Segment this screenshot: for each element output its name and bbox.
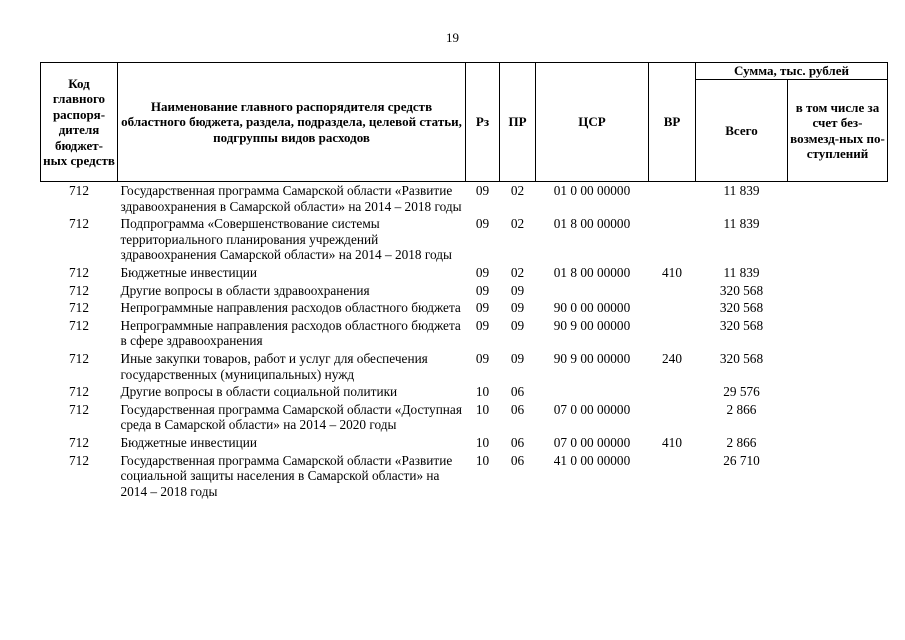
cell-name: Подпрограмма «Совершенствование системы территориального планирования учреждений здравоохранения Самарской области» на 2014 – 2018 годы xyxy=(120,216,452,263)
cell-code: 712 xyxy=(69,452,89,468)
cell-name: Другие вопросы в области здравоохранения xyxy=(120,282,370,298)
cell-vr xyxy=(649,182,696,216)
cell-name: Иные закупки товаров, работ и услуг для обеспечения государственных (муниципальных) нужд xyxy=(120,350,428,382)
cell-total: 320 568 xyxy=(719,282,764,298)
cell-rz: 09 xyxy=(475,183,490,198)
cell-csr xyxy=(536,282,649,300)
header-code: Код главного распоря-дителя бюджет-ных средств xyxy=(41,63,118,182)
cell-grants xyxy=(788,282,888,300)
cell-pr: 06 xyxy=(510,434,525,450)
cell-rz: 10 xyxy=(475,401,490,417)
cell-name: Государственная программа Самарской области «Развитие социальной защиты населения в Самарской области» на 2014 – 2018 годы xyxy=(120,452,453,499)
table-row xyxy=(41,383,888,401)
cell-csr: 01 8 00 00000 xyxy=(553,216,631,232)
cell-vr xyxy=(649,317,696,350)
cell-rz: 09 xyxy=(475,216,490,232)
cell-csr: 07 0 00 00000 xyxy=(553,434,631,450)
cell-grants xyxy=(788,317,888,350)
cell-csr: 41 0 00 00000 xyxy=(553,452,631,468)
cell-total: 320 568 xyxy=(719,350,764,366)
cell-vr: 240 xyxy=(662,350,682,366)
table-row xyxy=(41,182,888,216)
cell-code: 712 xyxy=(69,384,89,400)
cell-grants xyxy=(788,434,888,452)
budget-table xyxy=(40,62,888,500)
cell-code: 712 xyxy=(69,264,89,280)
cell-csr: 07 0 00 00000 xyxy=(553,401,631,417)
cell-csr: 90 0 00 00000 xyxy=(553,300,631,316)
cell-pr: 02 xyxy=(510,183,525,198)
cell-name: Непрограммные направления расходов областного бюджета xyxy=(120,300,461,316)
page-number: 19 xyxy=(446,30,459,45)
cell-rz: 09 xyxy=(475,350,490,366)
cell-total: 320 568 xyxy=(719,300,764,316)
cell-pr: 02 xyxy=(510,264,525,280)
cell-csr: 90 9 00 00000 xyxy=(553,350,631,366)
cell-pr: 09 xyxy=(510,282,525,298)
header-rz: Рз xyxy=(466,63,500,182)
cell-code: 712 xyxy=(69,300,89,316)
cell-total: 29 576 xyxy=(723,384,760,400)
cell-csr: 90 9 00 00000 xyxy=(553,317,631,333)
cell-rz: 10 xyxy=(475,452,490,468)
cell-pr: 09 xyxy=(510,300,525,316)
cell-rz: 10 xyxy=(475,434,490,450)
header-pr: ПР xyxy=(500,63,536,182)
header-grants: в том числе за счет без-возмезд-ных по-ступлений xyxy=(788,80,888,182)
cell-grants xyxy=(788,383,888,401)
cell-grants xyxy=(788,401,888,434)
cell-vr: 410 xyxy=(662,434,682,450)
cell-vr xyxy=(649,383,696,401)
cell-name: Бюджетные инвестиции xyxy=(120,264,258,280)
cell-pr: 09 xyxy=(510,317,525,333)
cell-csr: 01 0 00 00000 xyxy=(553,183,631,198)
table-row xyxy=(41,317,888,350)
cell-grants xyxy=(788,182,888,216)
cell-grants xyxy=(788,299,888,317)
table-row xyxy=(41,264,888,282)
cell-code: 712 xyxy=(69,434,89,450)
cell-name: Непрограммные направления расходов областного бюджета в сфере здравоохранения xyxy=(120,317,461,349)
cell-vr xyxy=(649,282,696,300)
cell-vr xyxy=(649,401,696,434)
cell-total: 2 866 xyxy=(726,401,757,417)
table-row xyxy=(41,215,888,264)
cell-grants xyxy=(788,264,888,282)
cell-rz: 09 xyxy=(475,300,490,316)
cell-total: 26 710 xyxy=(723,452,760,468)
cell-vr: 410 xyxy=(662,264,682,280)
cell-code: 712 xyxy=(69,350,89,366)
table-header xyxy=(41,63,888,182)
cell-grants xyxy=(788,452,888,501)
table-row xyxy=(41,350,888,383)
cell-total: 11 839 xyxy=(723,183,760,198)
cell-code: 712 xyxy=(69,183,89,198)
cell-vr xyxy=(649,215,696,264)
cell-rz: 10 xyxy=(475,384,490,400)
header-total: Всего xyxy=(696,80,788,182)
table-body xyxy=(41,182,888,501)
cell-rz: 09 xyxy=(475,282,490,298)
cell-pr: 06 xyxy=(510,401,525,417)
cell-vr xyxy=(649,299,696,317)
cell-pr: 02 xyxy=(510,216,525,232)
cell-code: 712 xyxy=(69,317,89,333)
cell-csr: 01 8 00 00000 xyxy=(553,264,631,280)
table-row xyxy=(41,452,888,501)
table-row xyxy=(41,401,888,434)
cell-pr: 06 xyxy=(510,452,525,468)
cell-code: 712 xyxy=(69,216,89,232)
cell-grants xyxy=(788,350,888,383)
cell-name: Государственная программа Самарской области «Развитие здравоохранения в Самарской области» на 2014 – 2018 годы xyxy=(120,183,462,214)
header-name: Наименование главного распорядителя средств областного бюджета, раздела, подраздела, целевой статьи, подгруппы видов расходов xyxy=(118,63,466,182)
header-csr: ЦСР xyxy=(536,63,649,182)
cell-name: Государственная программа Самарской области «Доступная среда в Самарской области» на 2014 – 2020 годы xyxy=(120,401,462,433)
cell-code: 712 xyxy=(69,282,89,298)
cell-pr: 09 xyxy=(510,350,525,366)
cell-name: Другие вопросы в области социальной политики xyxy=(120,384,398,400)
cell-grants xyxy=(788,215,888,264)
cell-code: 712 xyxy=(69,401,89,417)
cell-total: 11 839 xyxy=(723,264,760,280)
table-row xyxy=(41,282,888,300)
cell-csr xyxy=(536,383,649,401)
cell-vr xyxy=(649,452,696,501)
cell-total: 320 568 xyxy=(719,317,764,333)
cell-rz: 09 xyxy=(475,317,490,333)
cell-rz: 09 xyxy=(475,264,490,280)
header-vr: ВР xyxy=(649,63,696,182)
header-sum-group: Сумма, тыс. рублей xyxy=(696,63,888,80)
cell-total: 2 866 xyxy=(726,434,757,450)
table-row xyxy=(41,299,888,317)
cell-total: 11 839 xyxy=(723,216,760,232)
table-row xyxy=(41,434,888,452)
cell-pr: 06 xyxy=(510,384,525,400)
cell-name: Бюджетные инвестиции xyxy=(120,434,258,450)
